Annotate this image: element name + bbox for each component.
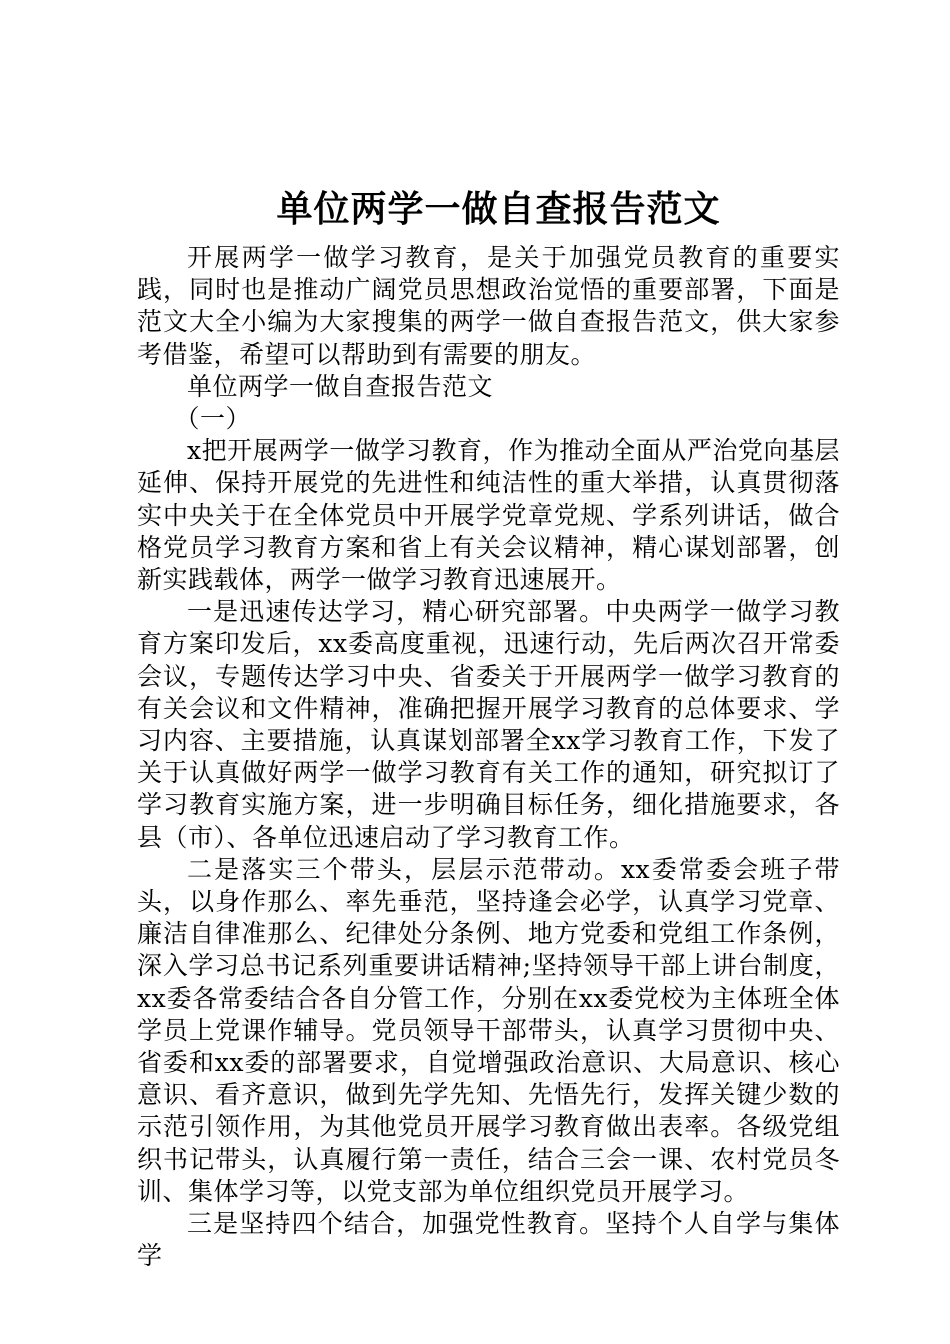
body-paragraph: 三是坚持四个结合，加强党性教育。坚持个人自学与集体学: [137, 1209, 840, 1271]
document-title: 单位两学一做自查报告范文: [276, 189, 721, 230]
intro-paragraph: 开展两学一做学习教育，是关于加强党员教育的重要实践，同时也是推动广阔党员思想政治觉悟的重要部署，下面是范文大全小编为大家搜集的两学一做自查报告范文，供大家参考借鉴，希望可以帮助到有需要的朋友。: [137, 243, 840, 369]
section-number: （一）: [174, 404, 252, 434]
body-paragraph: x把开展两学一做学习教育，作为推动全面从严治党向基层延伸、保持开展党的先进性和纯洁性的重大举措，认真贯彻落实中央关于在全体党员中开展学党章党规、学系列讲话，做合格党员学习教育方案和省上有关会议精神，精心谋划部署，创新实践载体，两学一做学习教育迅速展开。: [137, 436, 840, 595]
body-paragraph: 一是迅速传达学习，精心研究部署。中央两学一做学习教育方案印发后，xx委高度重视，迅速行动，先后两次召开常委会议，专题传达学习中央、省委关于开展两学一做学习教育的有关会议和文件精神，准确把握开展学习教育的总体要求、学习内容、主要措施，认真谋划部署全xx学习教育工作，下发了关于认真做好两学一做学习教育有关工作的通知，研究拟订了学习教育实施方案，进一步明确目标任务，细化措施要求，各县（市）、各单位迅速启动了学习教育工作。: [137, 597, 840, 852]
document-body: [137, 186, 840, 1273]
body-paragraph: 二是落实三个带头，层层示范带动。xx委常委会班子带头，以身作那么、率先垂范，坚持逢会必学，认真学习党章、廉洁自律准那么、纪律处分条例、地方党委和党组工作条例，深入学习总书记系列重要讲话精神;坚持领导干部上讲台制度，xx委各常委结合各自分管工作，分别在xx委党校为主体班全体学员上党课作辅导。党员领导干部带头，认真学习贯彻中央、省委和xx委的部署要求，自觉增强政治意识、大局意识、核心意识、看齐意识，做到先学先知、先悟先行，发挥关键少数的示范引领作用，为其他党员开展学习教育做出表率。各级党组织书记带头，认真履行第一责任，结合三会一课、农村党员冬训、集体学习等，以党支部为单位组织党员开展学习。: [137, 854, 840, 1206]
section-heading: 单位两学一做自查报告范文: [187, 371, 494, 401]
